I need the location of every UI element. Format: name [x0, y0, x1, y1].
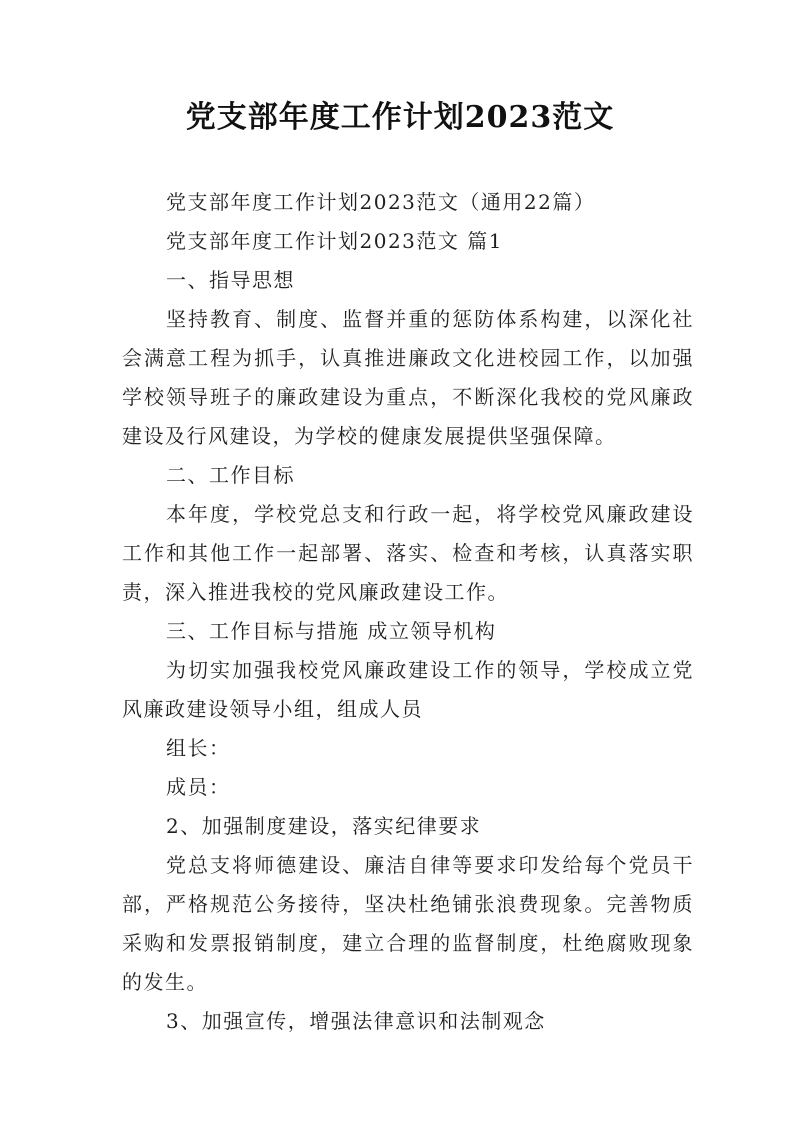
- paragraph-guiding-ideology: 坚持教育、制度、监督并重的惩防体系构建，以深化社会满意工程为抓手，认真推进廉政文化进校园工作，以加强学校领导班子的廉政建设为重点，不断深化我校的党风廉政建设及行风建设，为学校的健康发展提供坚强保障。: [122, 307, 694, 448]
- heading-publicity: 3、加强宣传，增强法律意识和法制观念: [166, 1009, 546, 1033]
- paragraph-members: 成员：: [166, 775, 231, 799]
- paragraph-subtitle: 党支部年度工作计划2023范文（通用22篇）: [166, 190, 596, 214]
- heading-system-building: 2、加强制度建设，落实纪律要求: [166, 814, 482, 838]
- document-title: 党支部年度工作计划2023范文: [185, 100, 615, 135]
- document-body: [122, 183, 694, 1041]
- heading-guiding-ideology: 一、指导思想: [166, 268, 295, 292]
- paragraph-work-goals: 本年度，学校党总支和行政一起，将学校党风廉政建设工作和其他工作一起部署、落实、检查和考核，认真落实职责，深入推进我校的党风廉政建设工作。: [122, 502, 694, 604]
- paragraph-group-leader: 组长：: [166, 736, 231, 760]
- paragraph-section-label: 党支部年度工作计划2023范文 篇1: [166, 229, 503, 253]
- paragraph-leadership-group: 为切实加强我校党风廉政建设工作的领导，学校成立党风廉政建设领导小组，组成人员: [122, 658, 694, 721]
- paragraph-system-building: 党总支将师德建设、廉洁自律等要求印发给每个党员干部，严格规范公务接待，坚决杜绝铺张浪费现象。完善物质采购和发票报销制度，建立合理的监督制度，杜绝腐败现象的发生。: [122, 853, 694, 994]
- heading-work-goals: 二、工作目标: [166, 463, 295, 487]
- heading-measures: 三、工作目标与措施 成立领导机构: [166, 619, 497, 643]
